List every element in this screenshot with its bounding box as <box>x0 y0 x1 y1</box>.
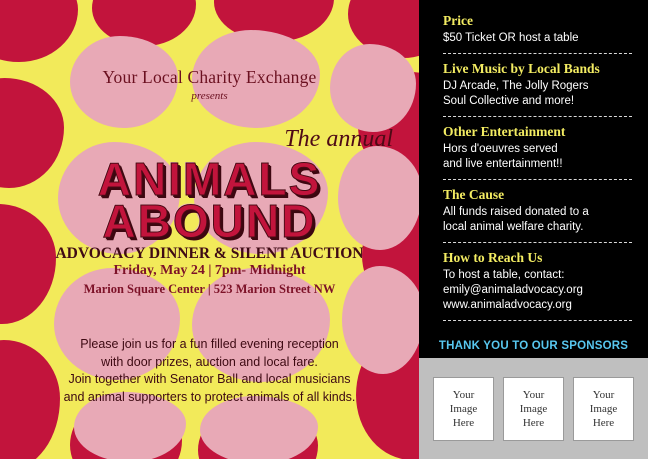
charity-name: Your Local Charity Exchange <box>102 67 317 87</box>
section-line: and live entertainment!! <box>443 158 563 170</box>
section-other-entertainment <box>443 124 632 172</box>
section-heading: How to Reach Us <box>443 250 543 265</box>
section-line: Soul Collective and more! <box>443 95 575 107</box>
section-heading: The Cause <box>443 187 505 202</box>
sponsor-logos-area <box>419 358 648 459</box>
description-line: Please join us for a fun filled evening reception <box>80 337 339 351</box>
divider <box>443 53 632 54</box>
placeholder-line: Your <box>452 388 475 401</box>
description-line: Join together with Senator Ball and local musicians <box>68 372 351 386</box>
description-line: and animal supporters to protect animals of all kinds. <box>63 389 356 404</box>
section-line: DJ Arcade, The Jolly Rogers <box>443 80 589 92</box>
divider <box>443 242 632 243</box>
placeholder-line: Your <box>522 388 545 401</box>
event-venue: Marion Square Center | 523 Marion Street NW <box>83 282 336 296</box>
placeholder-line: Your <box>592 388 615 401</box>
section-line: Hors d'oeuvres served <box>443 143 558 155</box>
event-description <box>0 336 419 406</box>
event-dateline: Friday, May 24 | 7pm- Midnight <box>113 263 306 278</box>
event-title-line-2: ABOUND <box>102 195 317 247</box>
event-subtitle: ADVOCACY DINNER & SILENT AUCTION <box>55 245 364 262</box>
section-heading: Price <box>443 13 473 28</box>
placeholder-line: Image <box>589 402 618 415</box>
section-heading: Live Music by Local Bands <box>443 61 600 76</box>
placeholder-line: Here <box>452 416 475 429</box>
contact-website[interactable]: www.animaladvocacy.org <box>443 299 572 311</box>
placeholder-line: Here <box>592 416 615 429</box>
details-panel <box>419 0 648 459</box>
image-placeholder[interactable] <box>573 377 634 441</box>
section-line: All funds raised donated to a <box>443 206 589 218</box>
divider <box>443 179 632 180</box>
presents-label: presents <box>191 90 228 102</box>
section-how-to-reach-us <box>443 250 632 313</box>
the-annual-label: The annual <box>284 126 393 152</box>
placeholder-line: Image <box>449 402 478 415</box>
description-line: with door prizes, auction and local fare. <box>101 354 318 369</box>
divider <box>443 320 632 321</box>
section-price <box>443 13 632 46</box>
event-title-line-1: ANIMALS <box>97 153 322 205</box>
image-placeholder[interactable] <box>433 377 494 441</box>
section-line: $50 Ticket OR host a table <box>443 32 579 44</box>
details-sections <box>419 0 648 328</box>
contact-email[interactable]: emily@animaladvocacy.org <box>443 284 583 296</box>
placeholder-line: Image <box>519 402 548 415</box>
section-line: local animal welfare charity. <box>443 221 584 233</box>
section-heading: Other Entertainment <box>443 124 566 139</box>
divider <box>443 116 632 117</box>
section-live-music <box>443 61 632 109</box>
sponsors-banner: THANK YOU TO OUR SPONSORS <box>419 334 648 358</box>
image-placeholder[interactable] <box>503 377 564 441</box>
section-line: To host a table, contact: <box>443 269 565 281</box>
placeholder-line: Here <box>522 416 545 429</box>
section-the-cause <box>443 187 632 235</box>
